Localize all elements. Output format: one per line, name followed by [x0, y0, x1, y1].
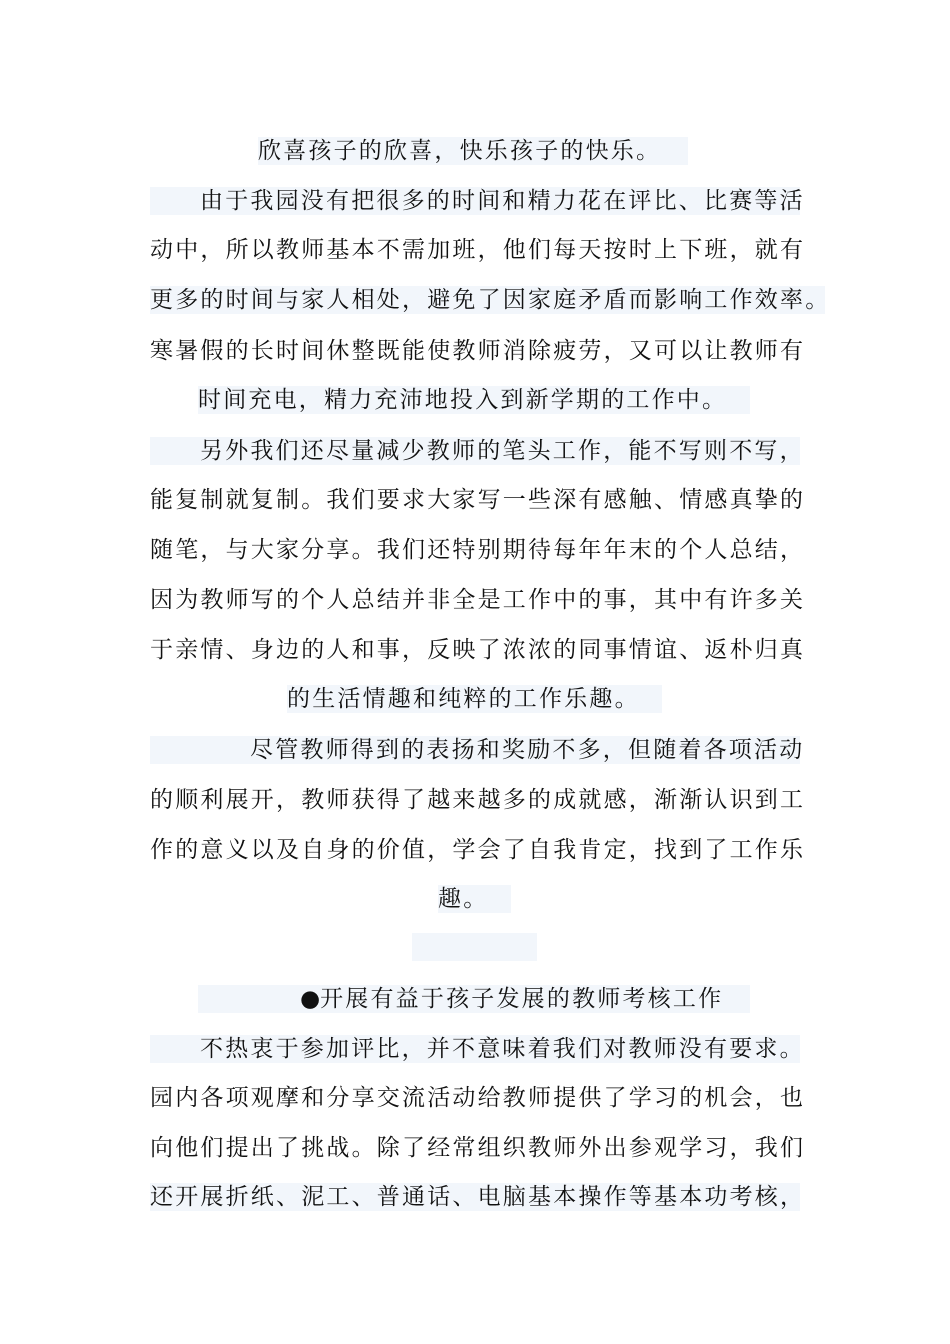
bullet-icon: ● [300, 986, 321, 1012]
paragraph-line: 欣喜孩子的欣喜，快乐孩子的快乐。 [258, 137, 688, 165]
paragraph-line: 另外我们还尽量减少教师的笔头工作，能不写则不写， [150, 437, 800, 465]
paragraph-line: 更多的时间与家人相处，避免了因家庭矛盾而影响工作效率。 [150, 287, 831, 313]
section-heading [198, 985, 750, 1013]
paragraph-line: 作的意义以及自身的价值，学会了自我肯定，找到了工作乐 [150, 837, 806, 863]
paragraph-line: 时间充电，精力充沛地投入到新学期的工作中。 [198, 386, 750, 414]
paragraph-line: 尽管教师得到的表扬和奖励不多，但随着各项活动 [150, 736, 800, 764]
paragraph-line: 的生活情趣和纯粹的工作乐趣。 [287, 685, 662, 713]
section-heading-text: 开展有益于孩子发展的教师考核工作 [320, 986, 724, 1012]
paragraph-line: 趣。 [438, 885, 511, 913]
paragraph-line: 动中，所以教师基本不需加班，他们每天按时上下班，就有 [150, 237, 806, 263]
paragraph-line: 不热衷于参加评比，并不意味着我们对教师没有要求。 [150, 1035, 800, 1063]
empty-line [412, 933, 537, 961]
paragraph-line: 园内各项观摩和分享交流活动给教师提供了学习的机会，也 [150, 1085, 806, 1111]
paragraph-line: 寒暑假的长时间休整既能使教师消除疲劳，又可以让教师有 [150, 338, 806, 364]
paragraph-line: 能复制就复制。我们要求大家写一些深有感触、情感真挚的 [150, 487, 806, 513]
paragraph-line: 由于我园没有把很多的时间和精力花在评比、比赛等活 [150, 187, 800, 215]
paragraph-line: 向他们提出了挑战。除了经常组织教师外出参观学习，我们 [150, 1135, 806, 1161]
paragraph-line: 于亲情、身边的人和事，反映了浓浓的同事情谊、返朴归真 [150, 637, 806, 663]
paragraph-line: 的顺利展开，教师获得了越来越多的成就感，渐渐认识到工 [150, 787, 806, 813]
paragraph-line: 随笔，与大家分享。我们还特别期待每年年末的个人总结， [150, 537, 806, 563]
paragraph-line: 因为教师写的个人总结并非全是工作中的事，其中有许多关 [150, 587, 806, 613]
paragraph-line: 还开展折纸、泥工、普通话、电脑基本操作等基本功考核， [150, 1184, 806, 1210]
